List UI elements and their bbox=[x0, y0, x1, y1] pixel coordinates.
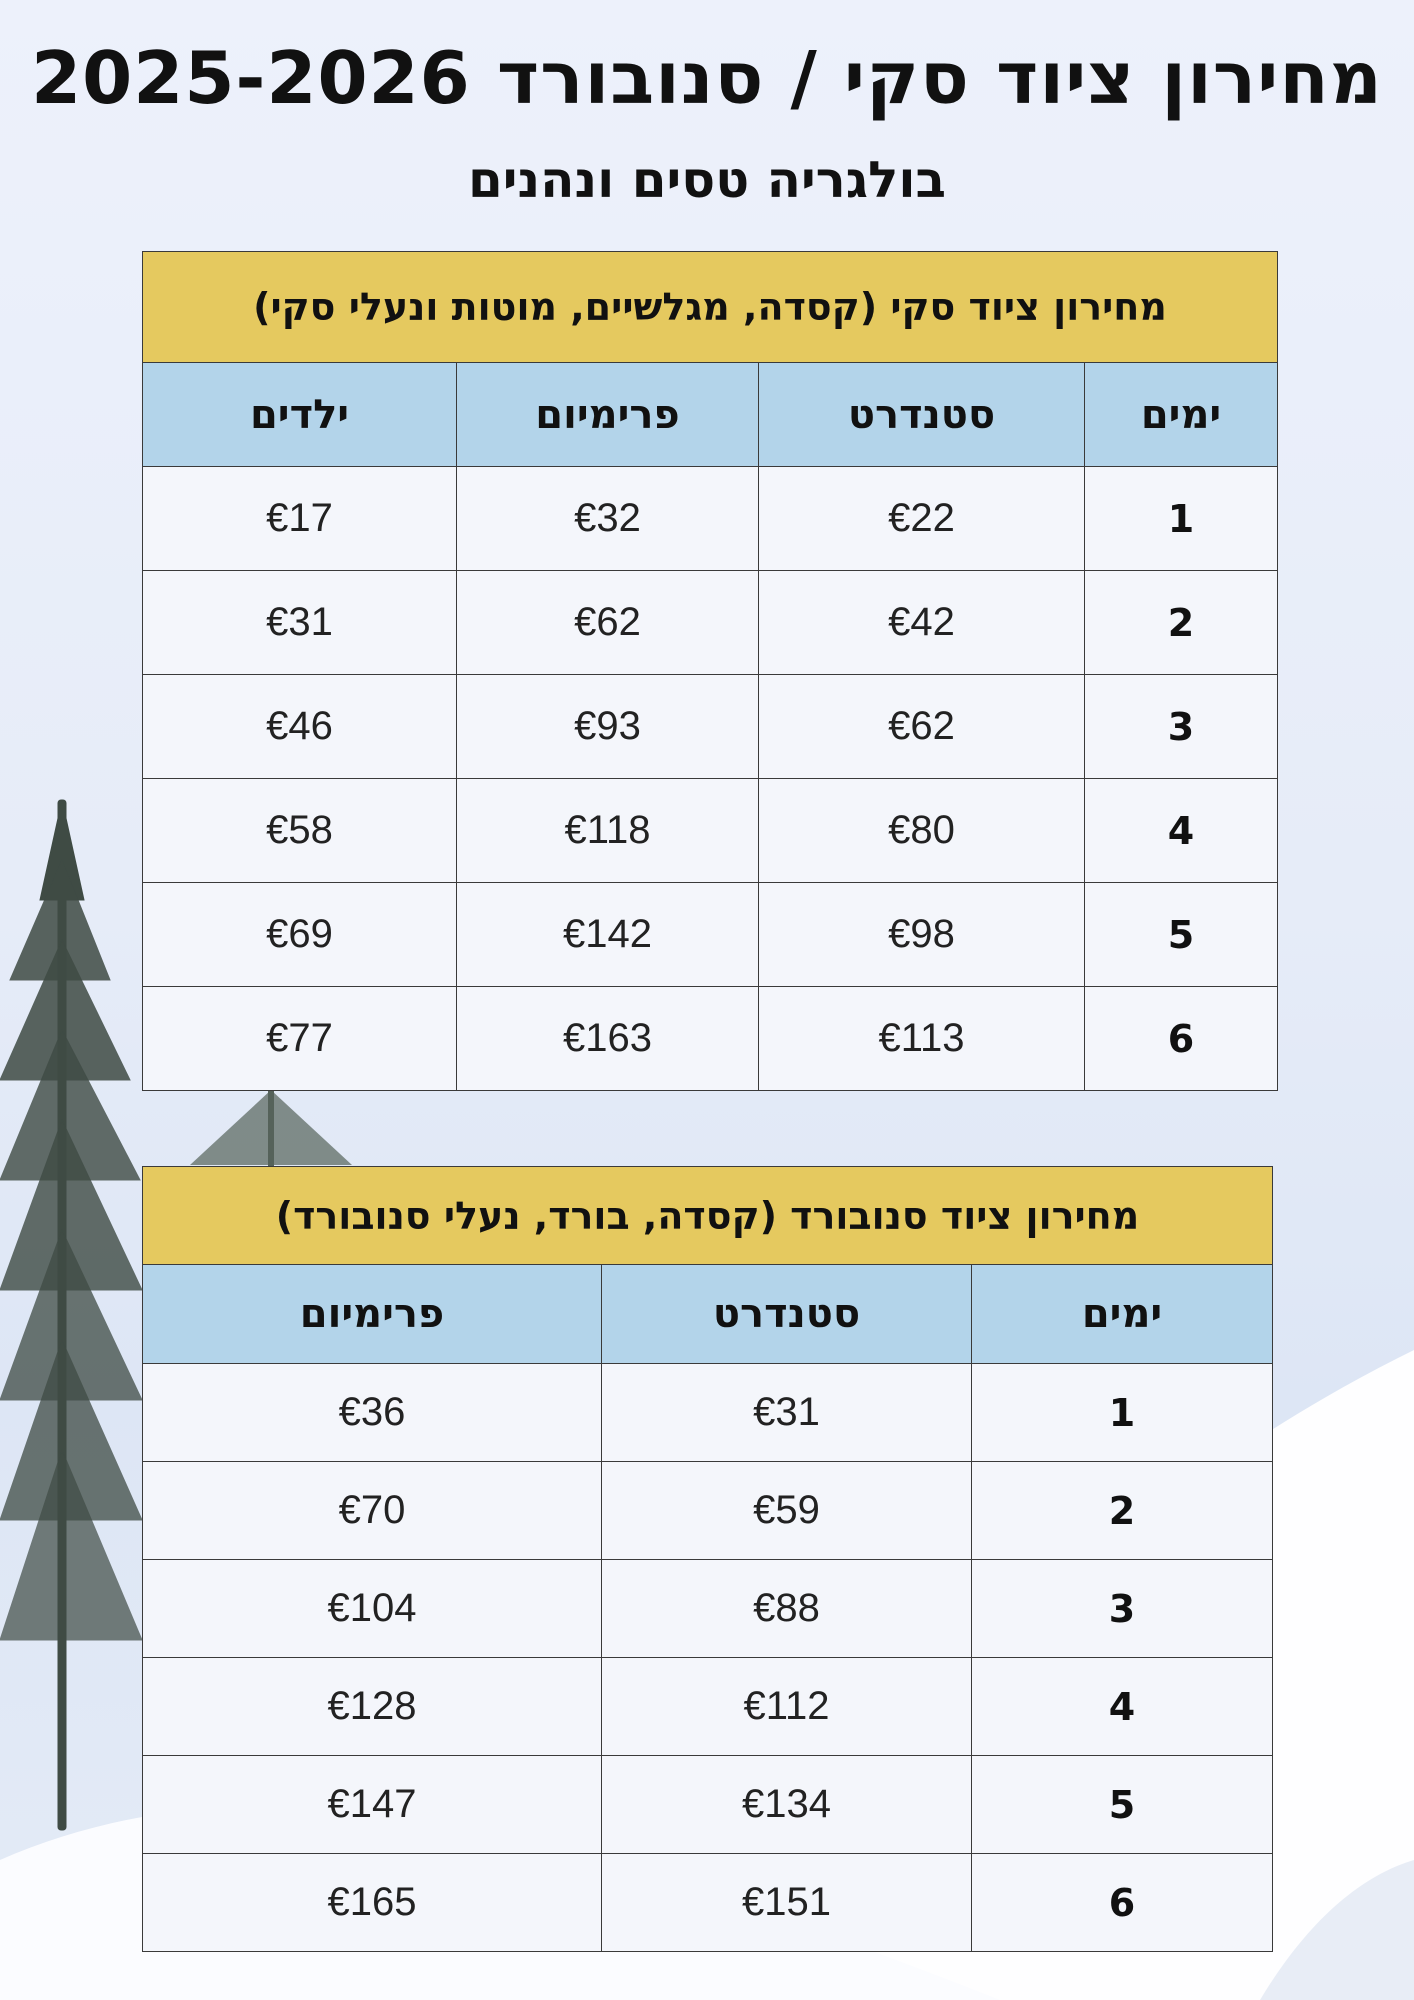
price-cell: €58 bbox=[143, 779, 457, 883]
ski-table-header-row bbox=[143, 363, 1278, 467]
price-cell: €36 bbox=[143, 1364, 602, 1462]
price-cell: €32 bbox=[457, 467, 759, 571]
price-cell: €17 bbox=[143, 467, 457, 571]
price-cell: €93 bbox=[457, 675, 759, 779]
price-cell: €147 bbox=[143, 1756, 602, 1854]
price-cell: €134 bbox=[602, 1756, 972, 1854]
table-row bbox=[143, 467, 1278, 571]
price-cell: €128 bbox=[143, 1658, 602, 1756]
price-cell: €113 bbox=[759, 987, 1085, 1091]
table-row bbox=[143, 883, 1278, 987]
table-row bbox=[143, 1854, 1273, 1952]
price-cell: €165 bbox=[143, 1854, 602, 1952]
ski-table-caption: מחירון ציוד סקי (קסדה, מגלשיים, מוטות ונעלי סקי) bbox=[143, 252, 1278, 363]
column-header-days: ימים bbox=[972, 1265, 1273, 1364]
table-row bbox=[143, 1560, 1273, 1658]
price-cell: €62 bbox=[759, 675, 1085, 779]
price-cell: €142 bbox=[457, 883, 759, 987]
column-header-standard: סטנדרט bbox=[602, 1265, 972, 1364]
price-cell: €31 bbox=[143, 571, 457, 675]
day-count-cell: 5 bbox=[972, 1756, 1273, 1854]
day-count-cell: 6 bbox=[972, 1854, 1273, 1952]
price-cell: €163 bbox=[457, 987, 759, 1091]
table-row bbox=[143, 1364, 1273, 1462]
ski-table-body bbox=[143, 467, 1278, 1091]
price-cell: €88 bbox=[602, 1560, 972, 1658]
day-count-cell: 5 bbox=[1085, 883, 1278, 987]
table-row bbox=[143, 1658, 1273, 1756]
day-count-cell: 6 bbox=[1085, 987, 1278, 1091]
column-header-premium: פרימיום bbox=[457, 363, 759, 467]
snowboard-table-header-row bbox=[143, 1265, 1273, 1364]
day-count-cell: 2 bbox=[1085, 571, 1278, 675]
price-cell: €31 bbox=[602, 1364, 972, 1462]
price-cell: €80 bbox=[759, 779, 1085, 883]
price-cell: €151 bbox=[602, 1854, 972, 1952]
snowboard-table-caption: מחירון ציוד סנובורד (קסדה, בורד, נעלי סנובורד) bbox=[143, 1167, 1273, 1265]
price-cell: €69 bbox=[143, 883, 457, 987]
price-cell: €62 bbox=[457, 571, 759, 675]
price-cell: €70 bbox=[143, 1462, 602, 1560]
price-cell: €77 bbox=[143, 987, 457, 1091]
table-row bbox=[143, 675, 1278, 779]
price-cell: €98 bbox=[759, 883, 1085, 987]
day-count-cell: 3 bbox=[972, 1560, 1273, 1658]
table-row bbox=[143, 1756, 1273, 1854]
snowboard-table-body bbox=[143, 1364, 1273, 1952]
price-cell: €112 bbox=[602, 1658, 972, 1756]
page-subtitle: בולגריה טסים ונהנים bbox=[467, 151, 947, 209]
day-count-cell: 1 bbox=[1085, 467, 1278, 571]
day-count-cell: 3 bbox=[1085, 675, 1278, 779]
price-cell: €59 bbox=[602, 1462, 972, 1560]
table-row bbox=[143, 571, 1278, 675]
column-header-kids: ילדים bbox=[143, 363, 457, 467]
column-header-days: ימים bbox=[1085, 363, 1278, 467]
column-header-standard: סטנדרט bbox=[759, 363, 1085, 467]
snowboard-price-table bbox=[142, 1166, 1273, 1952]
price-cell: €22 bbox=[759, 467, 1085, 571]
column-header-premium: פרימיום bbox=[143, 1265, 602, 1364]
ski-price-table bbox=[142, 251, 1278, 1091]
price-cell: €42 bbox=[759, 571, 1085, 675]
price-cell: €118 bbox=[457, 779, 759, 883]
day-count-cell: 4 bbox=[1085, 779, 1278, 883]
page-title: מחירון ציוד סקי / סנובורד 2025-2026 bbox=[31, 36, 1383, 120]
table-row bbox=[143, 1462, 1273, 1560]
day-count-cell: 4 bbox=[972, 1658, 1273, 1756]
table-row bbox=[143, 779, 1278, 883]
day-count-cell: 2 bbox=[972, 1462, 1273, 1560]
fir-tree-tall bbox=[0, 800, 142, 1830]
table-row bbox=[143, 987, 1278, 1091]
price-cell: €104 bbox=[143, 1560, 602, 1658]
day-count-cell: 1 bbox=[972, 1364, 1273, 1462]
price-cell: €46 bbox=[143, 675, 457, 779]
